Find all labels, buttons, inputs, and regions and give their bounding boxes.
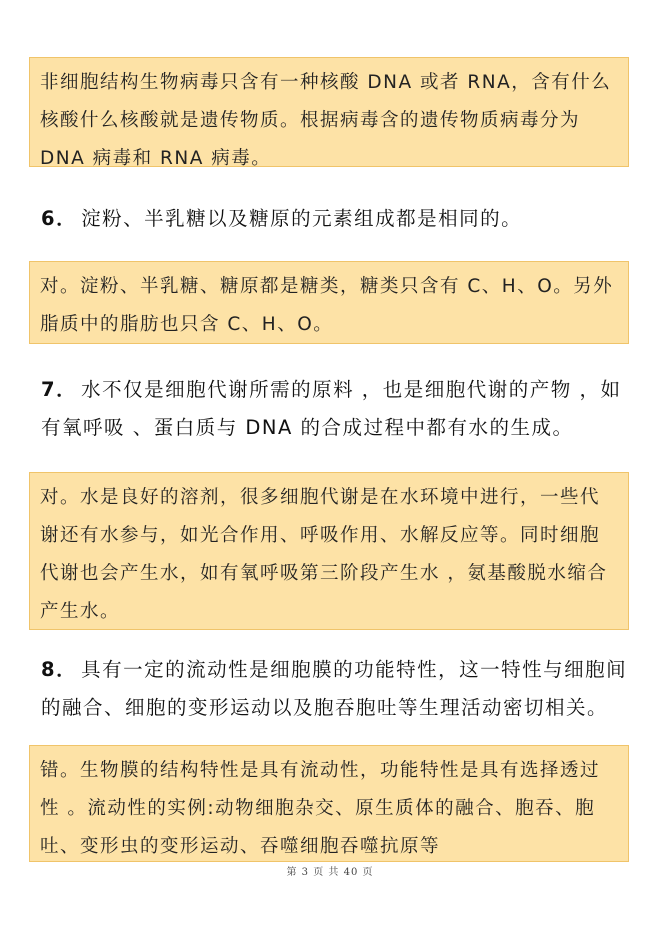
page-footer: 第 3 页 共 40 页 — [286, 867, 374, 878]
answer-text: 对。水是良好的溶剂，很多细胞代谢是在水环境中进行，一些代谢还有水参与，如光合作用、呼吸作用、水解反应等。同时细胞代谢也会产生水，如有氧呼吸第三阶段产生水 ，氨基酸脱水缩合产生水。 — [40, 487, 608, 622]
question-7 — [41, 371, 631, 447]
question-6 — [41, 200, 631, 238]
answer-box-3 — [29, 472, 629, 630]
question-number: 7． — [41, 378, 78, 401]
answer-text: 对。淀粉、半乳糖、糖原都是糖类，糖类只含有 C、H、O。另外脂质中的脂肪也只含 C、H、O。 — [40, 276, 614, 335]
question-number: 6． — [41, 207, 78, 230]
answer-box-2 — [29, 261, 629, 344]
question-number: 8． — [41, 658, 78, 681]
question-text: 具有一定的流动性是细胞膜的功能特性，这一特性与细胞间的融合、细胞的变形运动以及胞吞胞吐等生理活动密切相关。 — [41, 658, 628, 719]
question-8 — [41, 651, 631, 727]
question-text: 淀粉、半乳糖以及糖原的元素组成都是相同的。 — [81, 207, 523, 230]
answer-box-1 — [29, 57, 629, 167]
question-text: 水不仅是细胞代谢所需的原料 ，也是细胞代谢的产物 ，如有氧呼吸 、蛋白质与 DNA 的合成过程中都有水的生成。 — [41, 378, 622, 439]
answer-box-4 — [29, 745, 629, 862]
answer-text: 错。生物膜的结构特性是具有流动性，功能特性是具有选择透过性 。流动性的实例:动物细胞杂交、原生质体的融合、胞吞、胞吐、变形虫的变形运动、吞噬细胞吞噬抗原等 — [40, 760, 601, 857]
answer-text: 非细胞结构生物病毒只含有一种核酸 DNA 或者 RNA，含有什么核酸什么核酸就是遗传物质。根据病毒含的遗传物质病毒分为 DNA 病毒和 RNA 病毒。 — [40, 72, 612, 169]
